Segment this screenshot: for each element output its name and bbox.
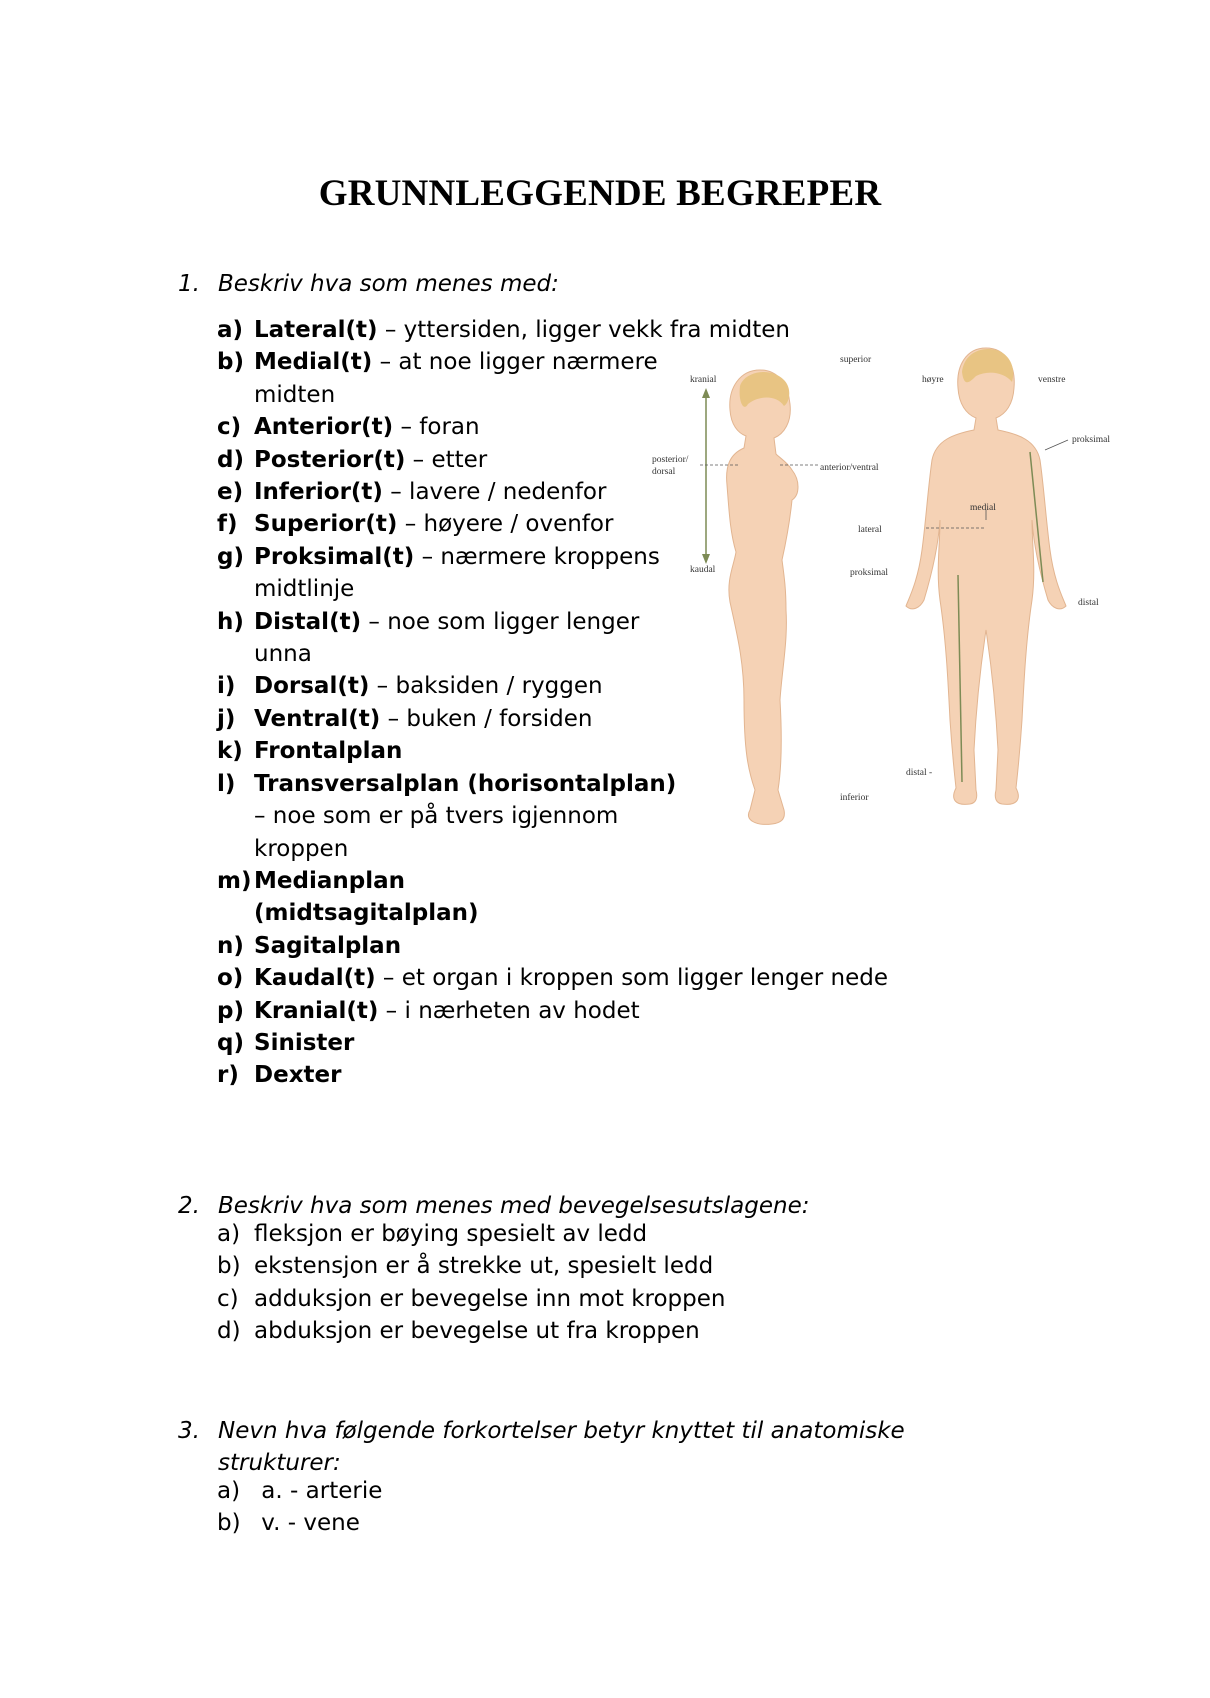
list-item (217, 962, 937, 994)
side-view-body (727, 370, 798, 824)
question-text: Beskriv hva som menes med bevegelsesutslagene: (218, 1193, 810, 1219)
item-text: adduksjon er bevegelse inn mot kroppen (254, 1285, 726, 1312)
item-label: g) (217, 543, 244, 570)
question-text: Nevn hva følgende forkortelser betyr knyttet til anatomiske (218, 1418, 905, 1444)
item-term: Medial(t) (254, 349, 373, 376)
question-3-heading (178, 1415, 905, 1479)
item-label: b) (217, 1510, 241, 1537)
list-item (217, 1283, 937, 1315)
item-term: Sinister (254, 1029, 355, 1056)
list-item (217, 1507, 937, 1539)
item-label: f) (217, 511, 238, 538)
anatomy-figure (652, 355, 1210, 880)
item-text: ekstensjon er å strekke ut, spesielt ledd (254, 1253, 714, 1280)
question-text: Beskriv hva som menes med: (218, 271, 559, 297)
item-label: k) (217, 738, 243, 765)
item-label: a) (217, 1478, 241, 1504)
item-term: Distal(t) (254, 608, 362, 635)
item-label: l) (217, 770, 236, 797)
list-item (217, 995, 937, 1027)
item-definition: – buken / forsiden (380, 705, 593, 732)
item-label: b) (217, 349, 244, 376)
item-definition: – foran (393, 414, 480, 441)
list-item (217, 1027, 937, 1059)
question-number: 1. (178, 271, 200, 297)
item-term: Dorsal(t) (254, 673, 370, 700)
label-kaudal: kaudal (690, 565, 716, 575)
item-text: a. - arterie (254, 1478, 383, 1504)
item-definition: – høyere / ovenfor (397, 511, 614, 538)
item-definition: – et organ i kroppen som ligger lenger nede (375, 965, 888, 992)
item-term: Anterior(t) (254, 414, 394, 441)
question-number: 3. (178, 1418, 200, 1444)
item-term: Dexter (254, 1062, 342, 1089)
item-term: Medianplan (midtsagitalplan) (254, 867, 479, 927)
label-distal-right: distal (1078, 598, 1099, 608)
item-definition: – at noe ligger nærmere midten (254, 349, 658, 408)
item-label: q) (217, 1029, 244, 1056)
abbreviations-list (217, 1475, 937, 1540)
label-dorsal: dorsal (652, 467, 676, 477)
list-item (217, 1250, 937, 1282)
item-definition: – i nærheten av hodet (378, 997, 640, 1024)
label-distal-left: distal - (906, 768, 933, 778)
item-label: a) (217, 1221, 241, 1247)
item-term: Lateral(t) (254, 317, 378, 343)
item-term: Proksimal(t) (254, 543, 415, 570)
item-label: o) (217, 965, 244, 992)
item-label: d) (217, 1318, 241, 1345)
document-title: GRUNNLEGGENDE BEGREPER (318, 173, 882, 214)
item-term: Superior(t) (254, 511, 398, 538)
question-number: 2. (178, 1193, 200, 1219)
item-label: b) (217, 1253, 241, 1280)
item-term: Ventral(t) (254, 705, 381, 732)
item-label: e) (217, 479, 244, 506)
item-label: i) (217, 673, 236, 700)
item-term: Kranial(t) (254, 997, 379, 1024)
item-label: p) (217, 997, 244, 1024)
item-term: Kaudal(t) (254, 965, 376, 992)
item-definition: – etter (405, 446, 488, 473)
list-item (217, 1218, 937, 1250)
item-definition: – nærmere kroppens midtlinje (254, 543, 660, 603)
item-definition: – yttersiden, ligger vekk fra midten (377, 317, 790, 343)
item-term: Inferior(t) (254, 479, 383, 506)
label-proksimal-left: proksimal (850, 568, 888, 578)
item-label: a) (217, 317, 244, 343)
label-hoyre: høyre (922, 375, 944, 385)
item-definition: – lavere / nedenfor (382, 479, 607, 506)
item-text: fleksjon er bøying spesielt av ledd (254, 1221, 648, 1247)
item-label: j) (217, 705, 236, 732)
proksimal-pointer (1045, 440, 1068, 450)
arrow-head-down-icon (702, 554, 710, 564)
arrow-head-up-icon (702, 388, 710, 398)
item-term: Transversalplan (horisontalplan) (254, 770, 677, 797)
item-definition: – noe som ligger lenger unna (254, 608, 640, 668)
list-item (217, 1315, 937, 1347)
anatomy-illustration (652, 355, 1210, 880)
item-label: c) (217, 414, 242, 441)
item-label: n) (217, 932, 244, 959)
list-item (217, 1475, 937, 1507)
item-label: r) (217, 1062, 239, 1089)
item-definition: – baksiden / ryggen (369, 673, 603, 700)
item-term: Frontalplan (254, 738, 403, 765)
item-label: h) (217, 608, 244, 635)
list-item (217, 930, 937, 962)
item-text: v. - vene (254, 1510, 360, 1537)
item-label: d) (217, 446, 244, 473)
question-1-heading (178, 268, 559, 300)
list-item (217, 1059, 937, 1091)
question-text-continued: strukturer: (218, 1450, 341, 1476)
label-lateral: lateral (858, 525, 882, 535)
label-superior: superior (840, 355, 872, 365)
list-item (217, 314, 937, 346)
item-label: c) (217, 1285, 239, 1312)
label-posterior: posterior/ (652, 455, 689, 465)
item-definition: – noe som er på tvers igjennom kroppen (254, 803, 619, 862)
item-term: Posterior(t) (254, 446, 406, 473)
label-inferior: inferior (840, 793, 869, 803)
item-text: abduksjon er bevegelse ut fra kroppen (254, 1318, 700, 1345)
item-label: m) (217, 867, 252, 894)
movements-list (217, 1218, 937, 1348)
label-venstre: venstre (1038, 375, 1066, 385)
label-anterior-ventral: anterior/ventral (820, 463, 879, 473)
label-proksimal-right: proksimal (1072, 435, 1110, 445)
item-term: Sagitalplan (254, 932, 402, 959)
label-medial: medial (970, 503, 996, 513)
label-kranial: kranial (690, 375, 717, 385)
